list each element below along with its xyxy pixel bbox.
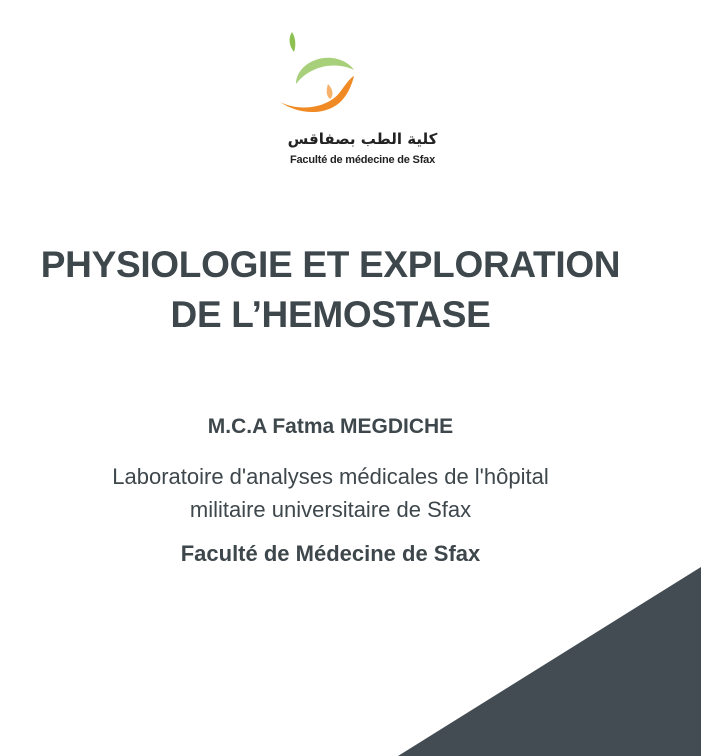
orange-swoosh-icon — [280, 76, 354, 112]
title-line-1: PHYSIOLOGIE ET EXPLORATION — [40, 244, 621, 285]
faculty-name: Faculté de Médecine de Sfax — [180, 541, 481, 566]
green-leaf-icon — [290, 32, 296, 52]
green-arc-icon — [296, 58, 354, 84]
affiliation-line-2: militaire universitaire de Sfax — [189, 497, 472, 522]
faculty-emblem-icon — [270, 26, 370, 121]
affiliation — [0, 460, 661, 526]
author-name: M.C.A Fatma MEGDICHE — [207, 415, 454, 438]
logo-french-name: Faculté de médecine de Sfax — [290, 154, 435, 166]
dark-triangle — [398, 567, 701, 756]
orange-drop-icon — [327, 84, 333, 99]
document-title — [0, 240, 661, 340]
title-line-2: DE L’HEMOSTASE — [170, 294, 491, 335]
affiliation-line-1: Laboratoire d'analyses médicales de l'hôpital — [112, 464, 549, 489]
logo-arabic-name: كلية الطب بصفاقس — [287, 130, 438, 148]
faculty-logo — [0, 0, 701, 175]
